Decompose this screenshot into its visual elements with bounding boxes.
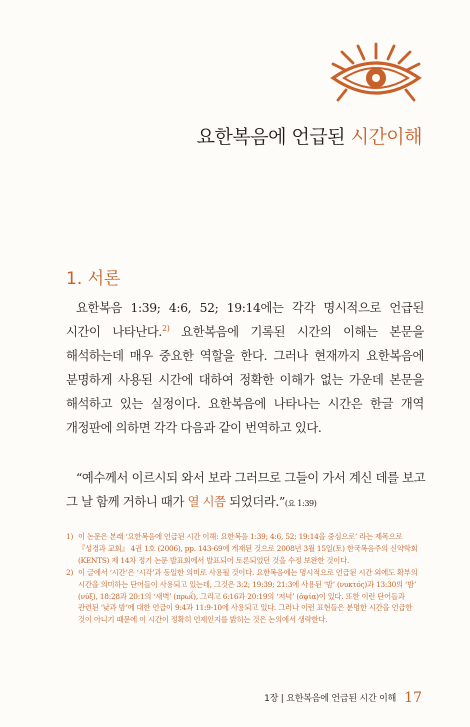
- footnote-marker: 2): [161, 323, 170, 333]
- body-paragraph: [66, 296, 424, 440]
- body-rest: 요한복음에 기록된 시간의 이해는 본문을 해석하는데 매우 중요한 역할을 한다. 그러나 현재까지 요한복음에 분명하게 사용된 시간에 대하여 정확한 이해가 없는 가운데 본문을 해석하고 있는 실정이다. 요한복음에 나타나는 시간은 한글 개역 개정판에 의하면 각각 다음과 같이 번역하고 있다.: [66, 325, 424, 435]
- footnote: [66, 531, 424, 567]
- quote-accent: 열 시쯤: [187, 495, 226, 509]
- chapter-title-main: 요한복음에 언급된: [196, 126, 346, 148]
- scripture-quote: [66, 466, 426, 516]
- footnotes: [66, 531, 424, 626]
- footnote: [66, 567, 424, 627]
- chapter-title-accent: 시간이해: [350, 126, 422, 148]
- eye-ornament-icon: [330, 42, 422, 108]
- section-heading: 1. 서론: [66, 269, 121, 289]
- footnote-text: 이 논문은 본래 ‘요한복음에 언급된 시간 이해: 요한복음 1:39; 4:6, 52; 19:14을 중심으로’ 라는 제목으로 『성경과 교회』 4권 1호 (2006), pp. 143-69에 게재된 것으로 2008년 3월 15일(토) 한국복음주의 신약학회(KENTS) 제 14차 정기 논문 발표회에서 발표되어 토론되었던 것을 수정 보완한 것이다.: [78, 532, 418, 565]
- footnote-text: 이 글에서 ‘시간’은 ‘시각’과 동일한 의미로 사용될 것이다. 요한복음에는 명시적으로 언급된 시간 외에도 확부의 시간을 의미하는 단어들이 사용되고 있는데, 그것은 3:2; 19:39; 21:3에 사용된 ‘밤’ (νυκτός)과 13:30의 ‘밤’ (νύξ), 18:28과 20:1의 ‘새벽’ (πρωΐ), 그리고 6:16과 20:19의 ‘저녁’ (ὀψία)이 있다. 또한 이런 단어들과 관련된 ‘낮과 밤’에 대한 언급이 9:4과 11:9-10에 사용되고 있다. 그러나 이런 표현들은 분명한 시간을 언급한 것이 아니기 때문에 이 시간이 정확히 언제인지를 밝히는 것은 논의에서 생략한다.: [78, 567, 418, 625]
- chapter-title: [197, 122, 422, 149]
- page-number: 17: [404, 689, 422, 706]
- page-footer: [264, 687, 422, 706]
- footnote-number: 1): [66, 532, 74, 541]
- quote-reference: (요 1:39): [284, 499, 317, 508]
- body-lead: 요한복음 1:39; 4:6, 52; 19:14에는 각각 명시적으로 언급된 시간이 나타난다.: [66, 301, 424, 339]
- quote-text-before: “예수께서 이르시되 와서 보라 그러므로 그들이 가서 계신 데를 보고 그 날 함께 거하니 때가: [66, 471, 426, 509]
- quote-text-after: 되었더라.”: [225, 495, 285, 509]
- running-head: 1장 | 요한복음에 언급된 시간 이해: [264, 694, 397, 704]
- footnote-number: 2): [66, 567, 74, 577]
